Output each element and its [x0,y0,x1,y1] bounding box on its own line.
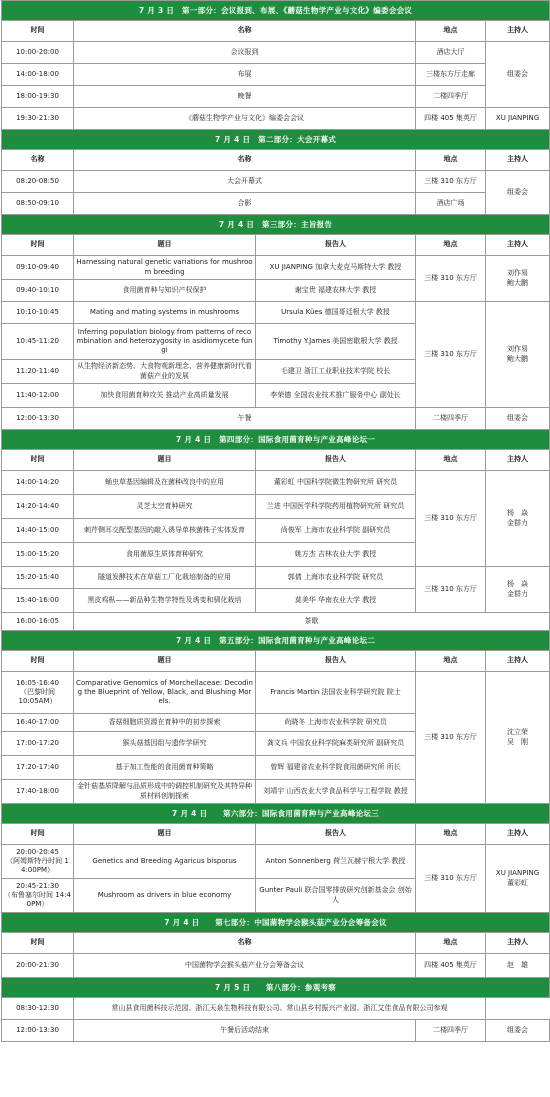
schedule-cell: 大会开幕式 [74,171,416,193]
schedule-row [2,613,550,631]
schedule-cell: 15:20-15:40 [2,567,74,589]
schedule-cell: 会议报到 [74,42,416,64]
column-header: 报告人 [256,651,416,672]
schedule-cell: 曾辉 福建省农业科学院食用菌研究所 所长 [256,756,416,780]
schedule-cell: 杨 焱 金群力 [486,567,550,613]
schedule-cell: 三楼 310 东方厅 [416,256,486,302]
schedule-cell: 组委会 [486,1020,550,1042]
schedule-cell: 灵芝太空育种研究 [74,495,256,519]
schedule-cell: 香菇细胞质资源在育种中的初步探索 [74,714,256,732]
column-header: 报告人 [256,824,416,845]
schedule-cell: XU JIANPING 加拿大麦克马斯特大学 教授 [256,256,416,280]
section-banner [2,804,550,824]
schedule-cell: 从生物经济新态势、大食物观新理念、营养健康新时代看菌菇产业的发展 [74,360,256,384]
schedule-cell: 四楼 405 集英厅 [416,108,486,130]
schedule-row [2,567,550,589]
schedule-cell: Genetics and Breeding Agaricus bisporus [74,845,256,879]
column-header: 地点 [416,150,486,171]
schedule-row [2,256,550,280]
schedule-cell: 14:00-14:20 [2,471,74,495]
schedule-cell: 尚俊军 上海市农业科学院 副研究员 [256,519,416,543]
column-header: 地点 [416,933,486,954]
schedule-row [2,954,550,978]
schedule-cell: 18:00-19:30 [2,86,74,108]
schedule-cell: 酒店广场 [416,193,486,215]
schedule-cell: Ursula Kües 德国哥廷根大学 教授 [256,302,416,324]
schedule-cell: 20:00-21:30 [2,954,74,978]
column-header: 地点 [416,235,486,256]
schedule-cell: 14:40-15:00 [2,519,74,543]
column-header: 时间 [2,824,74,845]
column-header: 主持人 [486,933,550,954]
schedule-cell: 尚晓冬 上海市农业科学院 研究员 [256,714,416,732]
schedule-cell: 姚方杰 吉林农业大学 教授 [256,543,416,567]
section-banner-text: 7 月 4 日 第七部分：中国菌物学会猴头菇产业分会筹备会议 [2,913,550,933]
schedule-cell: 郭倩 上海市农业科学院 研究员 [256,567,416,589]
schedule-cell: 黑皮鸡枞——新品种生物学特性及诱变和驯化栽培 [74,589,256,613]
section-banner-text: 7 月 4 日 第五部分：国际食用菌育种与产业高峰论坛二 [2,631,550,651]
column-header: 地点 [416,21,486,42]
schedule-row [2,171,550,193]
section-banner-text: 7 月 4 日 第四部分：国际食用菌育种与产业高峰论坛一 [2,430,550,450]
column-header: 主持人 [486,150,550,171]
column-header: 题目 [74,450,256,471]
section-banner [2,1,550,21]
column-header: 题目 [74,651,256,672]
schedule-cell: 三楼 310 东方厅 [416,567,486,613]
schedule-row [2,108,550,130]
column-header-row [2,235,550,256]
schedule-cell: 加快食用菌育种攻关 推动产业高质量发展 [74,384,256,408]
schedule-cell: 17:40-18:00 [2,780,74,804]
column-header: 时间 [2,651,74,672]
schedule-cell: 二楼四季厅 [416,408,486,430]
schedule-row [2,86,550,108]
column-header: 主持人 [486,450,550,471]
schedule-cell: 茶歇 [74,613,550,631]
column-header: 主持人 [486,21,550,42]
schedule-cell: 晚餐 [74,86,416,108]
schedule-cell: 《蘑菇生物学产业与文化》编委会会议 [74,108,416,130]
column-header-row [2,450,550,471]
schedule-row [2,845,550,879]
schedule-cell: 金针菇基质降解与品质形成中的调控机制研究及其特异种质材料创制探索 [74,780,256,804]
schedule-cell: XU JIANPING [486,108,550,130]
schedule-cell: 19:30-21:30 [2,108,74,130]
schedule-cell: 三楼 310 东方厅 [416,471,486,567]
column-header-row [2,651,550,672]
schedule-cell: XU JIANPING 董彩虹 [486,845,550,913]
schedule-cell: 14:00-18:00 [2,64,74,86]
schedule-cell: 三楼 310 东方厅 [416,845,486,913]
schedule-cell: 隧道发酵技术在草菇工厂化栽培制备的应用 [74,567,256,589]
schedule-row [2,193,550,215]
schedule-cell: 兰进 中国医学科学院药用植物研究所 研究员 [256,495,416,519]
schedule-cell: 二楼四季厅 [416,86,486,108]
schedule-cell: 20:00-20:45 （阿姆斯特丹时间 14:00PM） [2,845,74,879]
schedule-cell: 常山县食用菌科技示范园、浙江天泉生物科技有限公司、常山县乡村振兴产业园、浙江艾佳食品有限公司参观 [74,998,486,1020]
schedule-cell: 刘靖宇 山西农业大学食品科学与工程学院 教授 [256,780,416,804]
schedule-cell: 16:05-16:40 （巴黎时间 10:05AM） [2,672,74,714]
schedule-cell: 三楼东方厅走廊 [416,64,486,86]
schedule-row [2,1020,550,1042]
column-header-row [2,933,550,954]
section-banner [2,215,550,235]
schedule-cell: 基于加工性能的食用菌育种策略 [74,756,256,780]
column-header: 名称 [74,933,416,954]
column-header: 地点 [416,450,486,471]
schedule-row [2,302,550,324]
schedule-cell: 11:40-12:00 [2,384,74,408]
schedule-cell: 赵 雄 [486,954,550,978]
section-banner [2,631,550,651]
column-header: 名称 [74,21,416,42]
schedule-cell: 午餐后活动结束 [74,1020,416,1042]
schedule-cell: 布展 [74,64,416,86]
schedule-cell: Gunter Pauli 联合国零排放研究创新基金会 创始人 [256,879,416,913]
schedule-cell: 合影 [74,193,416,215]
section-banner-text: 7 月 5 日 第八部分：参观考察 [2,978,550,998]
schedule-cell: 08:20-08:50 [2,171,74,193]
schedule-row [2,42,550,64]
schedule-cell: 李荣德 全国农业技术推广服务中心 副处长 [256,384,416,408]
column-header: 主持人 [486,651,550,672]
column-header: 报告人 [256,450,416,471]
schedule-cell: 12:00-13:30 [2,1020,74,1042]
schedule-cell: 谢宝贵 福建农林大学 教授 [256,280,416,302]
schedule-cell: 16:40-17:00 [2,714,74,732]
section-banner-text: 7 月 4 日 第二部分：大会开幕式 [2,130,550,150]
schedule-cell: 09:40-10:10 [2,280,74,302]
column-header: 报告人 [256,235,416,256]
column-header: 主持人 [486,824,550,845]
schedule-cell: 杨 焱 金群力 [486,471,550,567]
schedule-cell: 组委会 [486,171,550,215]
schedule-cell: 刘作易 鲍大鹏 [486,302,550,408]
schedule-cell: 14:20-14:40 [2,495,74,519]
schedule-cell: 组委会 [486,42,550,108]
schedule-document [1,0,549,1042]
section-banner [2,978,550,998]
schedule-cell: 三楼 310 东方厅 [416,672,486,804]
schedule-cell: 猴头菇基因组与遗传学研究 [74,732,256,756]
column-header-row [2,824,550,845]
schedule-cell: 龚文兵 中国农业科学院麻类研究所 副研究员 [256,732,416,756]
schedule-cell: 三楼 310 东方厅 [416,171,486,193]
schedule-cell: 刺芹侧耳交配型基因的敲入诱导单核菌株子实体发育 [74,519,256,543]
schedule-cell: 莫美华 华南农业大学 教授 [256,589,416,613]
schedule-cell: 蛹虫草基因编辑及在菌种改良中的应用 [74,471,256,495]
schedule-cell: 08:50-09:10 [2,193,74,215]
section-banner-text: 7 月 3 日 第一部分：会议报到、布展、《蘑菇生物学产业与文化》编委会会议 [2,1,550,21]
schedule-cell: 15:40-16:00 [2,589,74,613]
column-header-row [2,150,550,171]
schedule-cell: 15:00-15:20 [2,543,74,567]
schedule-row [2,471,550,495]
schedule-cell: Mating and mating systems in mushrooms [74,302,256,324]
schedule-cell: 四楼 405 集英厅 [416,954,486,978]
schedule-cell: 12:00-13:30 [2,408,74,430]
schedule-cell: 17:20-17:40 [2,756,74,780]
schedule-cell: 09:10-09:40 [2,256,74,280]
schedule-cell: 董彩虹 中国科学院微生物研究所 研究员 [256,471,416,495]
column-header: 主持人 [486,235,550,256]
schedule-cell: 酒店大厅 [416,42,486,64]
column-header: 时间 [2,235,74,256]
section-banner-text: 7 月 4 日 第六部分：国际食用菌育种与产业高峰论坛三 [2,804,550,824]
column-header: 时间 [2,21,74,42]
schedule-cell: 午餐 [74,408,416,430]
schedule-table [1,0,550,1042]
schedule-cell: 毛建卫 浙江工业职业技术学院 校长 [256,360,416,384]
schedule-cell: Mushroom as drivers in blue economy [74,879,256,913]
column-header: 地点 [416,651,486,672]
schedule-cell: 11:20-11:40 [2,360,74,384]
schedule-cell: 三楼 310 东方厅 [416,302,486,408]
schedule-cell: Anton Sonnenberg 荷兰瓦赫宁根大学 教授 [256,845,416,879]
schedule-cell: 食用菌原生质体育种研究 [74,543,256,567]
column-header: 时间 [2,450,74,471]
column-header: 名称 [2,150,74,171]
column-header: 地点 [416,824,486,845]
column-header: 题目 [74,235,256,256]
schedule-cell: Comparative Genomics of Morchellaceae: Decoding the Blueprint of Yellow, Black, and Blushing Morels. [74,672,256,714]
schedule-cell: 组委会 [486,408,550,430]
schedule-cell: 刘作易 鲍大鹏 [486,256,550,302]
schedule-cell: Francis Martin 法国农业科学研究院 院士 [256,672,416,714]
schedule-cell: 20:45-21:30 （布鲁塞尔时间 14:40PM） [2,879,74,913]
schedule-row [2,998,550,1020]
schedule-row [2,672,550,714]
schedule-cell: Inferring population biology from patterns of recombination and heterozygosity in asidiomycete fungi [74,324,256,360]
schedule-cell: Timothy Y.James 美国密歇根大学 教授 [256,324,416,360]
schedule-cell: 16:00-16:05 [2,613,74,631]
schedule-cell: 食用菌育种与知识产权保护 [74,280,256,302]
column-header: 题目 [74,824,256,845]
section-banner [2,430,550,450]
schedule-cell: 10:10-10:45 [2,302,74,324]
schedule-row [2,408,550,430]
section-banner [2,130,550,150]
schedule-cell: 10:45-11:20 [2,324,74,360]
schedule-cell: 08:30-12:30 [2,998,74,1020]
column-header: 名称 [74,150,416,171]
column-header-row [2,21,550,42]
schedule-cell: Harnessing natural genetic variations for mushroom breeding [74,256,256,280]
section-banner [2,913,550,933]
column-header: 时间 [2,933,74,954]
schedule-cell: 17:00-17:20 [2,732,74,756]
schedule-cell: 二楼四季厅 [416,1020,486,1042]
schedule-cell: 沈立荣 吴 刚 [486,672,550,804]
schedule-row [2,64,550,86]
schedule-cell: 10:00-20:00 [2,42,74,64]
schedule-cell: 中国菌物学会猴头菇产业分会筹备会议 [74,954,416,978]
section-banner-text: 7 月 4 日 第三部分：主旨报告 [2,215,550,235]
